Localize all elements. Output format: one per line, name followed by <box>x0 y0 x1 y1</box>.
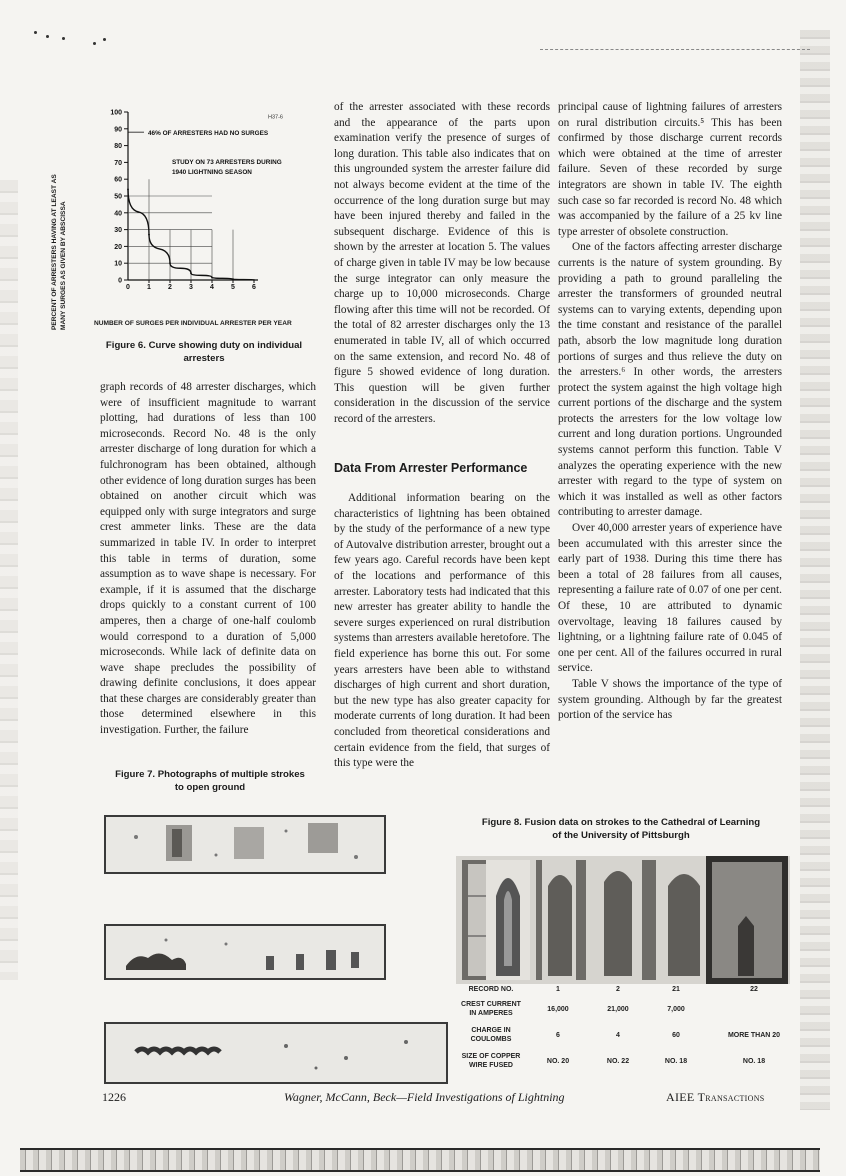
y-tick-label: 70 <box>114 159 122 167</box>
y-tick-label: 60 <box>114 176 122 184</box>
column-1-text <box>100 380 316 739</box>
figure-7-caption-line1: Figure 7. Photographs of multiple strokes <box>115 769 305 780</box>
running-title: Wagner, McCann, Beck—Field Investigations of Lightning <box>284 1090 565 1104</box>
scan-edge-right <box>800 30 830 1110</box>
section-heading: Data From Arrester Performance <box>334 461 528 475</box>
data-point <box>148 234 150 236</box>
column-3-paragraph-1: principal cause of lightning failures of arresters on rural distribution circuits.⁵ This has been confirmed by those discharge current records which were obtained at the time of arrester failure. Seven of these recorded by surge integrators are shown in table IV. The eighth such case so far recorded is record No. 48 which was accompanied by the failure of a 25 kv line type arrester of obsolete construction. <box>558 101 782 238</box>
column-2-text <box>334 100 550 427</box>
row-label-charge-line1: CHARGE IN <box>471 1027 511 1034</box>
figure-6-svg <box>78 104 318 322</box>
study-note-line1: STUDY ON 73 ARRESTERS DURING <box>172 159 282 167</box>
figure-6-caption <box>88 339 320 365</box>
scan-speck <box>46 35 49 38</box>
row-label-current <box>456 1000 526 1018</box>
figure-6-ylabel-line1: PERCENT OF ARRESTERS HAVING AT LEAST AS <box>51 174 58 330</box>
row-label-current-line2: IN AMPERES <box>469 1010 513 1017</box>
column-2-paragraph-2: Additional information bearing on the characteristics of lightning has been obtained by the study of the performance of a new type of Autovalve distribution arrester, brought out a few years ago. Careful records have been kept of the locations and performance of this arrester. Laboratory tests had indicated that this new arrester has greater ability to handle the severe surges experienced on rural distribution systems than arresters available heretofore. The field experience has borne this out. For some years arresters have been able to withstand discharges of high current and short duration, but the new type has also greater capacity for moderate currents of long duration. It had been concluded from theoretical considerations and certain evidence from the field, that surges of this type were the <box>334 492 550 770</box>
no-surges-note: 46% OF ARRESTERS HAD NO SURGES <box>148 130 269 138</box>
current-value-2: 21,000 <box>607 1006 629 1013</box>
column-3-paragraph-4: Table V shows the importance of the type of system grounding. Although by far the greatest portion of the service has <box>558 677 782 722</box>
wire-value-22: NO. 18 <box>742 1058 766 1065</box>
y-tick-label: 30 <box>114 227 122 235</box>
current-value-1: 16,000 <box>547 1006 569 1013</box>
wire-value-21: NO. 18 <box>664 1058 688 1065</box>
figure-6-ylabel-line2: MANY SURGES AS GIVEN BY ABSCISSA <box>60 201 67 330</box>
figure-6-caption-line1: Figure 6. Curve showing duty on individual <box>105 340 303 351</box>
data-point <box>169 262 171 264</box>
y-tick-label: 10 <box>114 260 122 268</box>
figure-7-photo-3 <box>104 1022 448 1084</box>
record-2-value: 2 <box>616 986 620 993</box>
figure-8-table <box>456 986 790 1072</box>
column-2-paragraph-1: of the arrester associated with these records and the appearance of the parts upon examination verify the presence of surges of long duration. This table also indicates that on this ungrounded system the arrester failure did not always become evident at the time of the occurrence of the long duration surge but may have been injured thereby and failed in the subsequent discharge. Evidence of this is shown by the arrester at location 5. The values of charge given in table IV may be low because the surge integrator can only measure the charge up to 10,000 microseconds. Charge flowing after this time will not be recorded. Of the total of 82 arrester discharges only the 13 enumerated in table IV, all of which occurred on the same extension, and record No. 48 of figure 5 showed evidence of long duration. This question will be given further consideration in the discussion of the service record of the arresters. <box>334 101 550 425</box>
data-point <box>232 278 234 280</box>
figure-8-caption-line2: of the University of Pittsburgh <box>552 830 690 841</box>
data-point <box>253 279 255 281</box>
x-tick-label: 5 <box>231 284 235 291</box>
scan-top-rule <box>540 49 810 50</box>
row-label-wire-line2: WIRE FUSED <box>469 1062 513 1069</box>
row-label-wire-line1: SIZE OF COPPER <box>461 1053 521 1060</box>
x-tick-label: 4 <box>210 284 214 291</box>
column-1-paragraph: graph records of 48 arrester discharges, which were of insufficient magnitude to warrant plotting, had durations of less than 100 microseconds. Record No. 48 is the only arrester discharge of long duration for which a fulchronogram has been obtained, although other evidence of long duration surges has been obtained on another circuit which was equipped only with surge integrators and surge crest ammeter links. These are the data summarized in table IV. In order to interpret this table in terms of duration, some assumption as to wave shape is necessary. For example, if it is assumed that the discharge drops quickly to a constant current of 100 amperes, then a charge of one-half coulomb would correspond to a duration of 5,000 microseconds. While lack of definite data on wave shape precludes the possibility of drawing definite conclusions, it does appear that these charges are considerably greater than those determined elsewhere in this investigation. Further, the failure <box>100 381 316 737</box>
journal-name: AIEE Transactions <box>666 1090 765 1104</box>
figure-7-caption <box>100 768 320 794</box>
scan-speck <box>62 37 65 40</box>
figure-6-caption-line2: arresters <box>183 353 225 364</box>
y-tick-label: 90 <box>114 126 122 134</box>
y-tick-label: 100 <box>110 109 122 117</box>
data-point <box>190 272 192 274</box>
charge-value-21: 60 <box>672 1032 680 1039</box>
charge-value-1: 6 <box>556 1032 560 1039</box>
figure-7-photo-2 <box>104 924 386 980</box>
scan-speck <box>34 31 37 34</box>
row-label-record-line1: RECORD NO. <box>468 986 514 993</box>
scan-edge-left <box>0 180 18 980</box>
record-1-value: 1 <box>556 986 560 993</box>
x-tick-label: 6 <box>252 284 256 291</box>
data-point <box>127 188 129 190</box>
x-tick-label: 3 <box>189 284 193 291</box>
scan-speck <box>93 42 96 45</box>
figure-7-caption-line2: to open ground <box>174 782 246 793</box>
x-tick-label: 0 <box>126 284 130 291</box>
figure-6-ylabel <box>50 120 68 330</box>
y-tick-label: 40 <box>114 210 122 218</box>
column-3-paragraph-2: One of the factors affecting arrester discharge currents is the nature of system grounding. By providing a path to ground paralleling the arrester the transformers of grounded neutral systems can to varying extents, depending upon the time constant and resistance of the parallel path, absorb the low magnitude long duration portions of surges and thus relieve the duty on the arresters.⁶ In other words, the arresters protect the system against the high voltage high current portions of the discharge and the system protects the arresters for the low voltage low current and long duration portions. Ungrounded systems cannot perform this function. Table V analyzes the operating experience with the new arrester with regard to the type of system on which it was installed as well as other factors contributing to arrester damage. <box>558 241 782 519</box>
current-value-21: 7,000 <box>667 1006 685 1013</box>
record-22-value: 22 <box>750 986 758 993</box>
column-3-paragraph-3: Over 40,000 arrester years of experience have been accumulated with this arrester since the early part of 1938. During this time there has been a total of 28 failures from all causes, representing a failure rate of 0.07 of one per cent. Of these, 10 are attributed to dynamic overvoltage, leaving 18 failures caused by lightning, or a lightning failure rate of 0.045 of one per cent. All of the failures occurred in rural service. <box>558 522 782 675</box>
figure-6-xlabel: NUMBER OF SURGES PER INDIVIDUAL ARRESTER PER YEAR <box>94 320 292 327</box>
page-number: 1226 <box>102 1090 126 1104</box>
row-label-wire <box>456 1052 526 1070</box>
row-label-current-line1: CREST CURRENT <box>461 1001 521 1008</box>
record-21-value: 21 <box>672 986 680 993</box>
x-tick-label: 1 <box>147 284 151 291</box>
charge-value-2: 4 <box>616 1032 620 1039</box>
column-3-text <box>558 100 782 724</box>
figure-8-photo <box>456 856 790 984</box>
y-tick-label: 50 <box>114 193 122 201</box>
scan-speck <box>103 38 106 41</box>
corner-mark: H37-6 <box>268 114 283 121</box>
wire-value-2: NO. 22 <box>606 1058 630 1065</box>
charge-value-22: MORE THAN 20 <box>727 1032 781 1039</box>
wire-value-1: NO. 20 <box>546 1058 570 1065</box>
y-tick-label: 80 <box>114 143 122 151</box>
figure-8-caption <box>452 816 790 842</box>
row-label-charge <box>456 1026 526 1044</box>
row-label-record <box>456 986 526 993</box>
figure-8-caption-line1: Figure 8. Fusion data on strokes to the Cathedral of Learning <box>481 817 761 828</box>
column-2-text-lower <box>334 491 550 772</box>
study-note-line2: 1940 LIGHTNING SEASON <box>172 169 252 177</box>
x-tick-label: 2 <box>168 284 172 291</box>
y-tick-label: 0 <box>118 277 122 285</box>
y-tick-label: 20 <box>114 243 122 251</box>
figure-7-photo-1 <box>104 815 386 874</box>
row-label-charge-line2: COULOMBS <box>470 1036 512 1043</box>
data-point <box>211 277 213 279</box>
figure-6-chart <box>78 104 318 322</box>
scan-bottom-band <box>20 1148 820 1172</box>
